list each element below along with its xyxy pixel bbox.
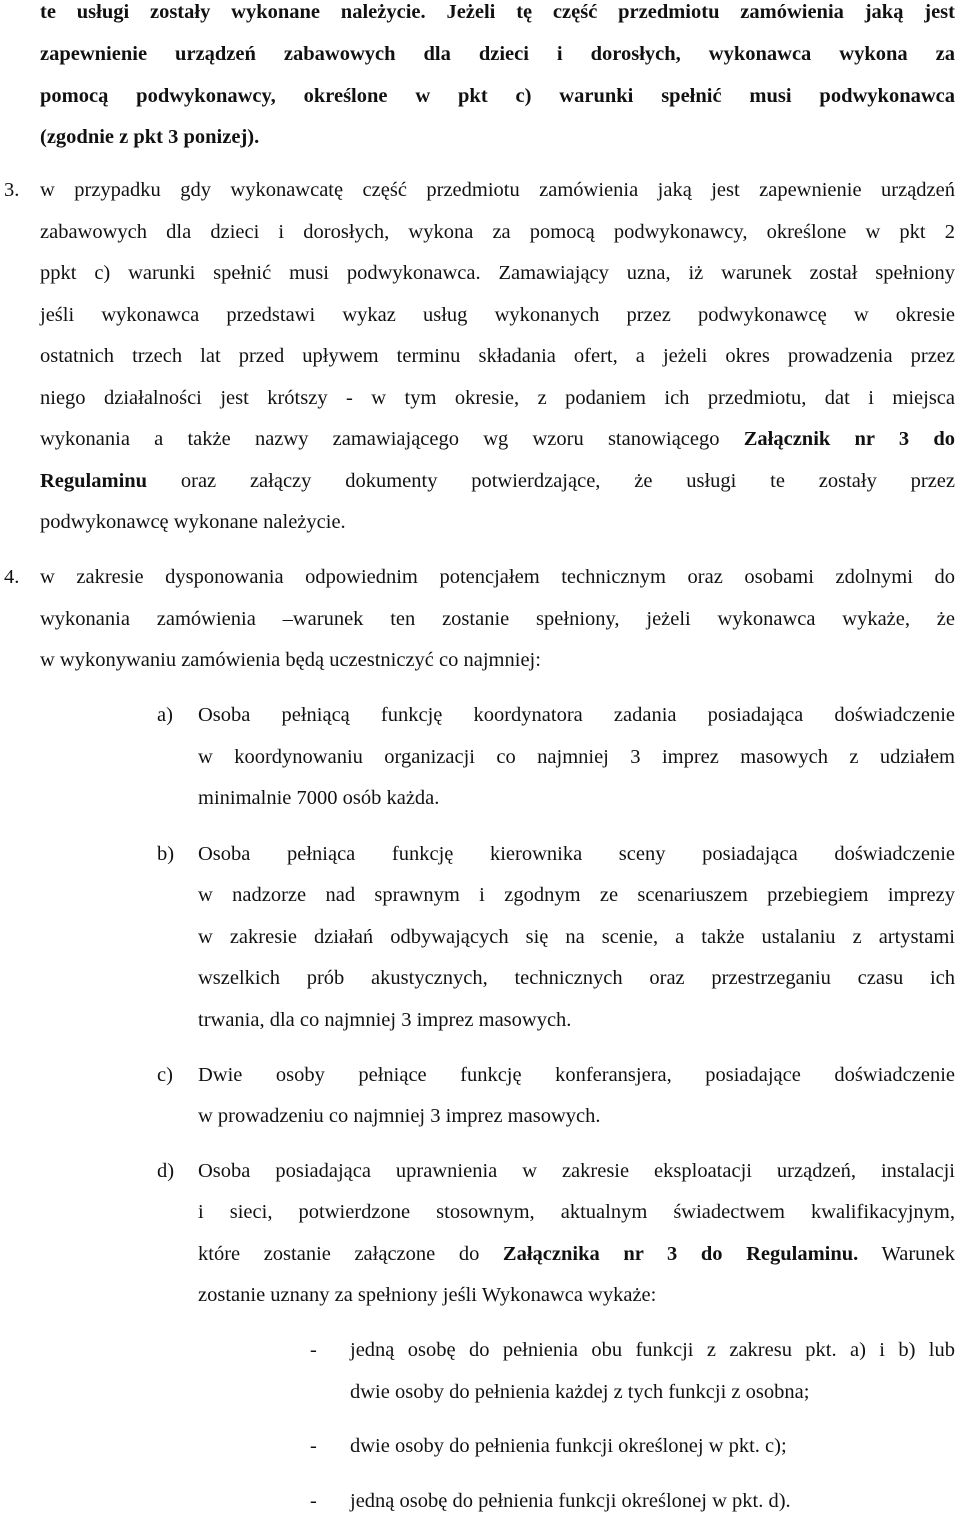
paragraph-3-line-8-text: oraz załączy dokumenty potwierdzające, że usługi te zostały przez — [147, 470, 955, 492]
paragraph-4-number: 4. — [4, 566, 20, 588]
item-d-letter: d) — [157, 1160, 175, 1182]
item-a-letter: a) — [157, 704, 173, 726]
dash-item-1-line-2: dwie osoby do pełnienia każdej z tych funkcji z osobna; — [350, 1381, 810, 1403]
attachment-regulations-reference: Załącznika nr 3 do Regulaminu. — [502, 1243, 859, 1265]
intro-line-2 — [40, 44, 955, 65]
paragraph-4-line-2: wykonania zamówienia –warunek ten zostanie spełniony, jeżeli wykonawca wykaże, że — [40, 608, 955, 630]
intro-line-2-text: zapewnienie urządzeń zabawowych dla dzieci i dorosłych, wykonawca wykona za — [40, 43, 955, 65]
intro-bold-text-2: Jeżeli tę część przedmiotu zamówienia jaką jest — [425, 1, 955, 23]
item-d-line-3-text: które zostanie załączone do — [198, 1243, 503, 1265]
paragraph-4-line-1: w zakresie dysponowania odpowiednim potencjałem technicznym oraz osobami zdolnymi do — [40, 566, 955, 588]
paragraph-3-line-1: w przypadku gdy wykonawcatę część przedmiotu zamówienia jaką jest zapewnienie urządzeń — [40, 179, 955, 201]
dash-bullet-3: - — [310, 1490, 317, 1512]
dash-item-1-line-1: jedną osobę do pełnienia obu funkcji z zakresu pkt. a) i b) lub — [350, 1339, 955, 1361]
item-a-line-2: w koordynowaniu organizacji co najmniej 3 imprez masowych z udziałem — [198, 746, 955, 768]
paragraph-3-line-5: ostatnich trzech lat przed upływem terminu składania ofert, a jeżeli okres prowadzenia przez — [40, 345, 955, 367]
item-b-line-4: wszelkich prób akustycznych, technicznych oraz przestrzeganiu czasu ich — [198, 967, 955, 989]
paragraph-3-line-9: podwykonawcę wykonane należycie. — [40, 511, 346, 533]
intro-line-3-text: pomocą podwykonawcy, określone w pkt c) warunki spełnić musi podwykonawca — [40, 85, 955, 107]
paragraph-3-line-3: ppkt c) warunki spełnić musi podwykonawca. Zamawiający uzna, iż warunek został spełniony — [40, 262, 955, 284]
regulations-reference: Regulaminu — [40, 470, 148, 492]
item-d-line-2: i sieci, potwierdzone stosownym, aktualnym świadectwem kwalifikacyjnym, — [198, 1201, 955, 1223]
item-d-line-1: Osoba posiadająca uprawnienia w zakresie eksploatacji urządzeń, instalacji — [198, 1160, 955, 1182]
intro-line-4 — [40, 127, 259, 148]
paragraph-3-line-7-text: wykonania a także nazwy zamawiającego wg wzoru stanowiącego — [40, 428, 744, 450]
item-b-line-5: trwania, dla co najmniej 3 imprez masowych. — [198, 1009, 572, 1031]
item-c-letter: c) — [157, 1064, 173, 1086]
item-b-line-3: w zakresie działań odbywających się na scenie, a także ustalaniu z artystami — [198, 926, 955, 948]
dash-item-2: dwie osoby do pełnienia funkcji określonej w pkt. c); — [350, 1435, 787, 1457]
intro-line-4-text: (zgodnie z pkt 3 ponizej). — [40, 126, 260, 148]
item-d-line-3-tail: Warunek — [858, 1243, 956, 1265]
paragraph-3-line-2: zabawowych dla dzieci i dorosłych, wykona za pomocą podwykonawcy, określone w pkt 2 — [40, 221, 955, 243]
item-a-line-1: Osoba pełniącą funkcję koordynatora zadania posiadająca doświadczenie — [198, 704, 955, 726]
intro-line-1 — [40, 2, 955, 23]
paragraph-3-number: 3. — [4, 179, 20, 201]
attachment-reference: Załącznik nr 3 do — [743, 428, 955, 450]
item-b-line-1: Osoba pełniąca funkcję kierownika sceny posiadająca doświadczenie — [198, 843, 955, 865]
dash-bullet-1: - — [310, 1339, 317, 1361]
item-c-line-2: w prowadzeniu co najmniej 3 imprez masowych. — [198, 1105, 601, 1127]
item-b-letter: b) — [157, 843, 175, 865]
item-b-line-2: w nadzorze nad sprawnym i zgodnym ze scenariuszem przebiegiem imprezy — [198, 884, 955, 906]
paragraph-3-line-4: jeśli wykonawca przedstawi wykaz usług wykonanych przez podwykonawcę w okresie — [40, 304, 955, 326]
paragraph-3-line-7 — [40, 429, 955, 450]
item-d-line-3 — [198, 1244, 955, 1265]
item-a-line-3: minimalnie 7000 osób każda. — [198, 787, 440, 809]
dash-item-3: jedną osobę do pełnienia funkcji określonej w pkt. d). — [350, 1490, 791, 1512]
item-c-line-1: Dwie osoby pełniące funkcję konferansjera, posiadające doświadczenie — [198, 1064, 955, 1086]
intro-bold-text: te usługi zostały wykonane należycie. — [40, 1, 426, 23]
intro-line-3 — [40, 86, 955, 107]
paragraph-4-line-3: w wykonywaniu zamówienia będą uczestniczyć co najmniej: — [40, 649, 541, 671]
item-d-line-4: zostanie uznany za spełniony jeśli Wykonawca wykaże: — [198, 1284, 657, 1306]
paragraph-3-line-6: niego działalności jest krótszy - w tym okresie, z podaniem ich przedmiotu, dat i miejsca — [40, 387, 955, 409]
dash-bullet-2: - — [310, 1435, 317, 1457]
paragraph-3-line-8 — [40, 471, 955, 492]
